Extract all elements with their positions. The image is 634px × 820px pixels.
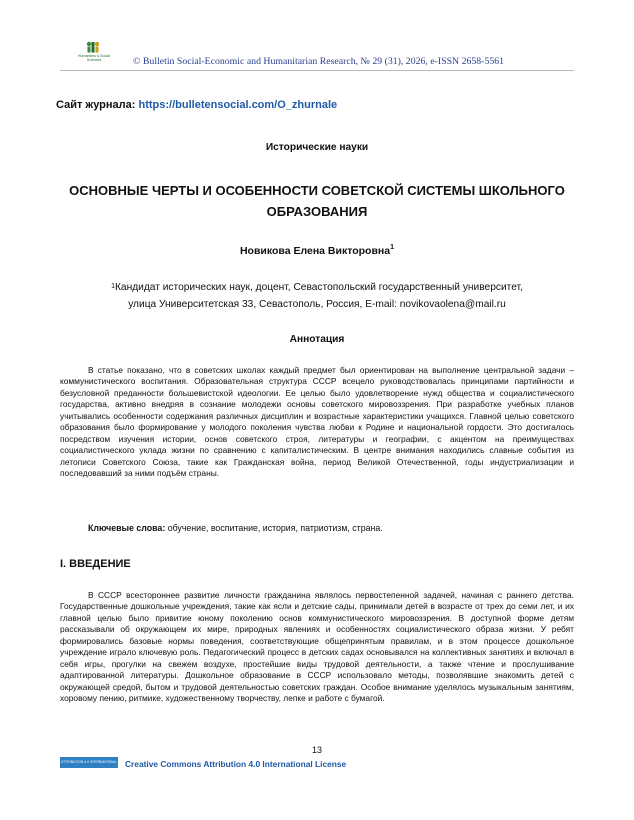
abstract-text: В статье показано, что в советских школах каждый предмет был ориентирован на выполнение центральной задачи – коммунистического воспитания. Образовательная структура СССР всецело руководствовалась принципами партийности и безусловной преданности большевистской идеологии. Ее целью было удовлетворение нужд общества и социалистического государства, активно внедряя в сознание молодежи основы советского мировоззрения. При разработке учебных планов учитывались особенности содержания различных дисциплин и возрастные характеристики учащихся. Главной целью советского образования было формирование у молодого поколения чувства любви к Родине и национальной гордости. Это достигалось посредством изучения истории, основ советского строя, литературы и географии, с акцентом на преимуществах социалистического уклада жизни по сравнению с капиталистическим. В центре внимания находились славные события из летописи Советского Союза, такие как Гражданская война, период Великой Отечественной, годы индустриализации и последовавший за ними подъём страны. <box>60 365 574 479</box>
page-number: 13 <box>311 745 322 755</box>
cc-badge-text: ATTRIBUTION 4.0 INTERNATIONAL <box>61 760 117 764</box>
keywords-text: обучение, воспитание, история, патриотизм, страна. <box>165 523 383 533</box>
author-affiliation-mark: 1 <box>390 244 395 251</box>
keywords-line <box>88 523 574 533</box>
paper-title: ОСНОВНЫЕ ЧЕРТЫ И ОСОБЕННОСТИ СОВЕТСКОЙ СИСТЕМЫ ШКОЛЬНОГО ОБРАЗОВАНИЯ <box>69 183 565 219</box>
section-heading: Исторические науки <box>265 142 369 153</box>
keywords-label: Ключевые слова: <box>88 523 166 533</box>
logo-caption: Humanities & Social Sciences <box>77 54 111 62</box>
affiliation-line-2: улица Университетская 33, Севастополь, Россия, E-mail: novikovaolena@mail.ru <box>128 299 506 310</box>
cc-license-badge[interactable] <box>60 757 118 768</box>
author-name <box>0 245 634 257</box>
journal-logo-icon <box>83 40 103 53</box>
site-label: Сайт журнала: <box>56 99 136 111</box>
journal-site-line <box>56 99 337 111</box>
abstract-heading: Аннотация <box>289 334 345 345</box>
license-link[interactable]: Creative Commons Attribution 4.0 International License <box>125 759 347 769</box>
affiliation-mark: 1 <box>111 283 115 290</box>
journal-header-line: © Bulletin Social-Economic and Humanitarian Research, № 29 (31), 2026, e-ISSN 2658-5561 <box>133 56 505 67</box>
header-divider <box>60 70 574 71</box>
site-url-link[interactable]: https://bulletensocial.com/O_zhurnale <box>138 99 338 111</box>
author-affiliation <box>60 279 574 313</box>
introduction-heading: I. ВВЕДЕНИЕ <box>60 558 131 570</box>
introduction-text: В СССР всестороннее развитие личности гражданина являлось первостепенной задачей, начиная с раннего детства. Государственные дошкольные учреждения, такие как ясли и детские сады, принимали детей в возрасте от трех до семи лет, и их главной целью было привитие юному поколению основ коммунистического мировоззрения. В доступной форме детям рассказывали об окружающем их мире, природных явлениях и особенностях социалистического образа жизни. У ребят формировались базовые нормы поведения, соответствующие общепринятым правилам, и в этом процессе дошкольное учреждение играло ключевую роль. Педагогический процесс в детских садах основывался на коллективных занятиях и включал в себя игры, прогулки на свежем воздухе, простейшие виды трудовой деятельности, а также чтение и прослушивание адаптированной литературы. Дошкольное образование в СССР использовало методы, позволявшие знакомить детей с окружающей средой, бытом и трудовой деятельностью советских граждан. Особое внимание уделялось музыкальным занятиям, хоровому пению, ритмике, художественному творчеству, лепке и работе с бумагой. <box>60 590 574 704</box>
author-name-text: Новикова Елена Викторовна <box>239 245 391 257</box>
affiliation-line-1: Кандидат исторических наук, доцент, Севастопольский государственный университет, <box>115 282 523 293</box>
journal-logo <box>72 40 116 68</box>
